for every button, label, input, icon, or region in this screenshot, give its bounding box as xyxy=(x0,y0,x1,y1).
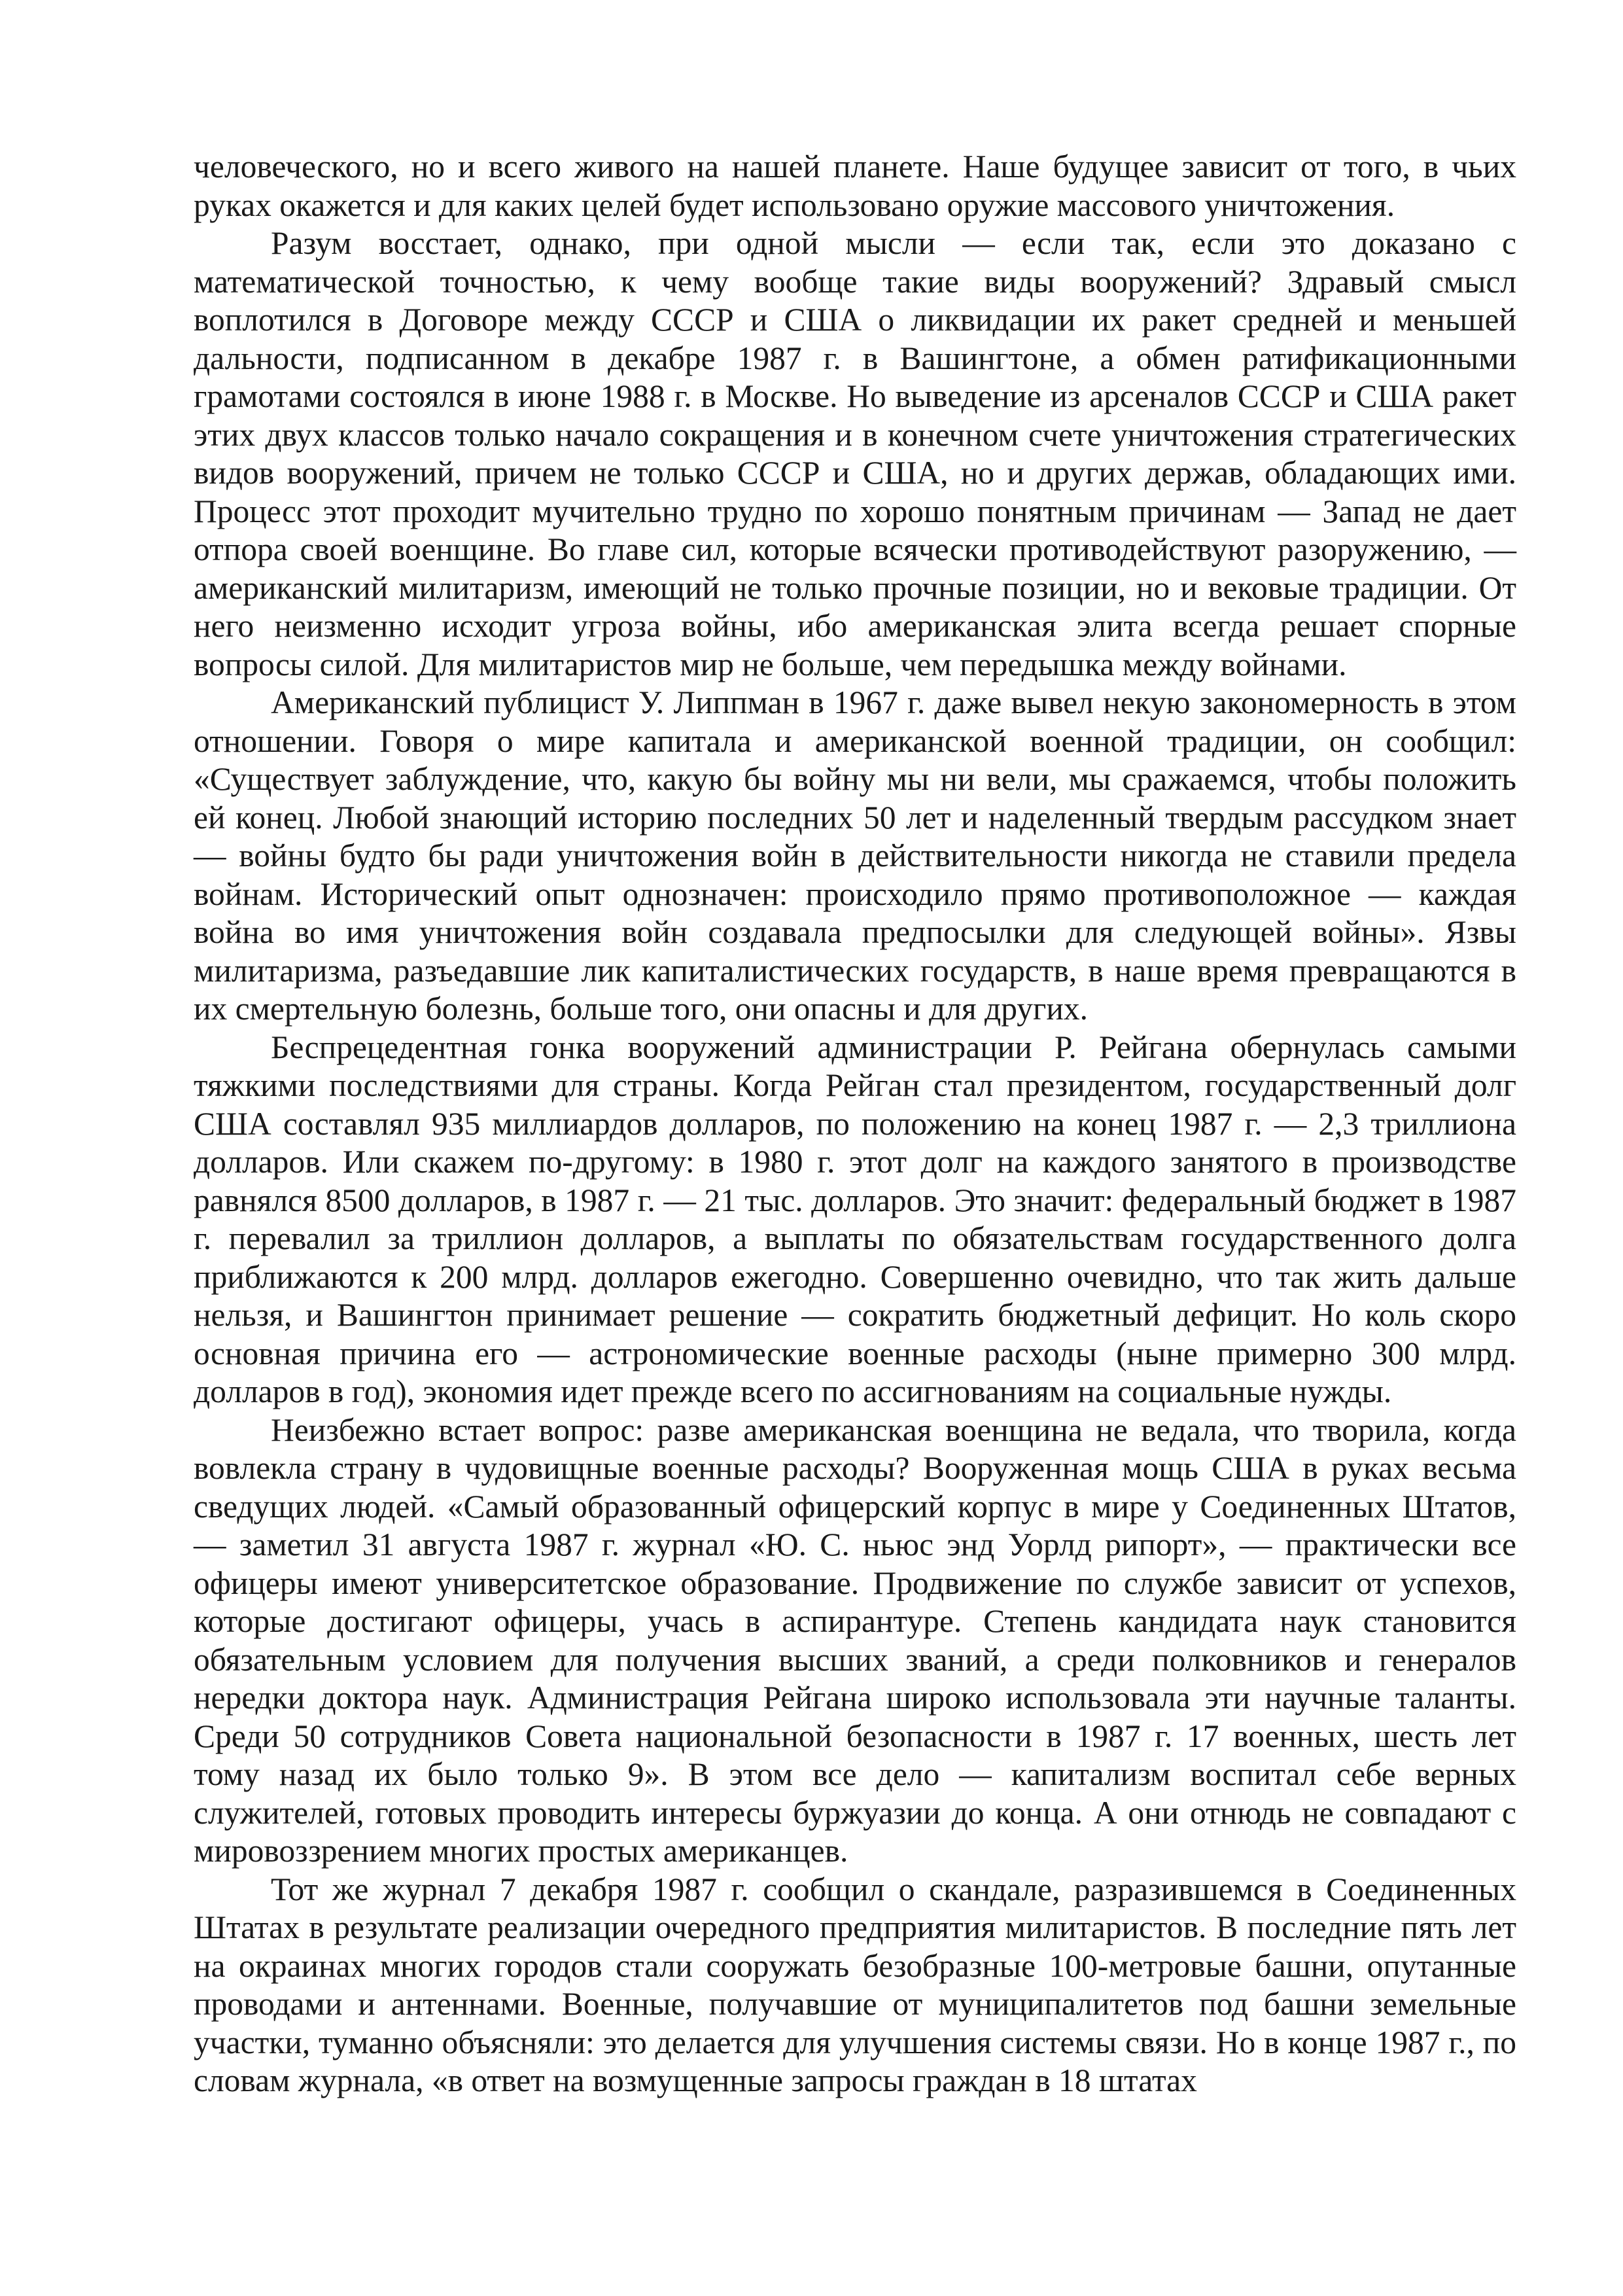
paragraph: Американский публицист У. Липпман в 1967 г. даже вывел некую закономерность в этом отношении. Говоря о мире капитала и американской военной традиции, он сообщил: «Существует заблуждение, что, какую бы войну мы ни вели, мы сражаемся, чтобы положить ей конец. Любой знающий историю последних 50 лет и наделенный твердым рассудком знает — войны будто бы ради уничтожения войн в действительности никогда не ставили предела войнам. Исторический опыт однозначен: происходило прямо противоположное — каждая война во имя уничтожения войн создавала предпосылки для следующей войны». Язвы милитаризма, разъедавшие лик капиталистических государств, в наше время превращаются в их смертельную болезнь, больше того, они опасны и для других. xyxy=(194,684,1516,1027)
paragraph-continuation: человеческого, но и всего живого на нашей планете. Наше будущее зависит от того, в чьих руках окажется и для каких целей будет использовано оружие массового уничтожения. xyxy=(194,149,1516,223)
paragraph: Беспрецедентная гонка вооружений администрации Р. Рейгана обернулась самыми тяжкими последствиями для страны. Когда Рейган стал президентом, государственный долг США составлял 935 миллиардов долларов, по положению на конец 1987 г. — 2,3 триллиона долларов. Или скажем по-другому: в 1980 г. этот долг на каждого занятого в производстве равнялся 8500 долларов, в 1987 г. — 21 тыс. долларов. Это значит: федеральный бюджет в 1987 г. перевалил за триллион долларов, а выплаты по обязательствам государственного долга приближаются к 200 млрд. долларов ежегодно. Совершенно очевидно, что так жить дальше нельзя, и Вашингтон принимает решение — сократить бюджетный дефицит. Но коль скоро основная причина его — астрономические военные расходы (ныне примерно 300 млрд. долларов в год), экономия идет прежде всего по ассигнованиям на социальные нужды. xyxy=(194,1029,1516,1409)
body-text xyxy=(194,148,1516,2100)
paragraph: Разум восстает, однако, при одной мысли — если так, если это доказано с математической точностью, к чему вообще такие виды вооружений? Здравый смысл воплотился в Договоре между СССР и США о ликвидации их ракет средней и меньшей дальности, подписанном в декабре 1987 г. в Вашингтоне, а обмен ратификационными грамотами состоялся в июне 1988 г. в Москве. Но выведение из арсеналов СССР и США ракет этих двух классов только начало сокращения и в конечном счете уничтожения стратегических видов вооружений, причем не только СССР и США, но и других держав, обладающих ими. Процесс этот проходит мучительно трудно по хорошо понятным причинам — Запад не дает отпора своей военщине. Во главе сил, которые всячески противодействуют разоружению, — американский милитаризм, имеющий не только прочные позиции, но и вековые традиции. От него неизменно исходит угроза войны, ибо американская элита всегда решает спорные вопросы силой. Для милитаристов мир не больше, чем передышка между войнами. xyxy=(194,225,1516,682)
paragraph: Неизбежно встает вопрос: разве американская военщина не ведала, что творила, когда вовлекла страну в чудовищные военные расходы? Вооруженная мощь США в руках весьма сведущих людей. «Самый образованный офицерский корпус в мире у Соединенных Штатов, — заметил 31 августа 1987 г. журнал «Ю. С. ньюс энд Уорлд рипорт», — практически все офицеры имеют университетское образование. Продвижение по службе зависит от успехов, которые достигают офицеры, учась в аспирантуре. Степень кандидата наук становится обязательным условием для получения высших званий, а среди полковников и генералов нередки доктора наук. Администрация Рейгана широко использовала эти научные таланты. Среди 50 сотрудников Совета национальной безопасности в 1987 г. 17 военных, шесть лет тому назад их было только 9». В этом все дело — капитализм воспитал себе верных служителей, готовых проводить интересы буржуазии до конца. А они отнюдь не совпадают с мировоззрением многих простых американцев. xyxy=(194,1411,1516,1869)
paragraph: Тот же журнал 7 декабря 1987 г. сообщил о скандале, разразившемся в Соединенных Штатах в результате реализации очередного предприятия милитаристов. В последние пять лет на окраинах многих городов стали сооружать безобразные 100-метровые башни, опутанные проводами и антеннами. Военные, получавшие от муниципалитетов под башни земельные участки, туманно объясняли: это делается для улучшения системы связи. Но в конце 1987 г., по словам журнала, «в ответ на возмущенные запросы граждан в 18 штатах xyxy=(194,1871,1516,2098)
